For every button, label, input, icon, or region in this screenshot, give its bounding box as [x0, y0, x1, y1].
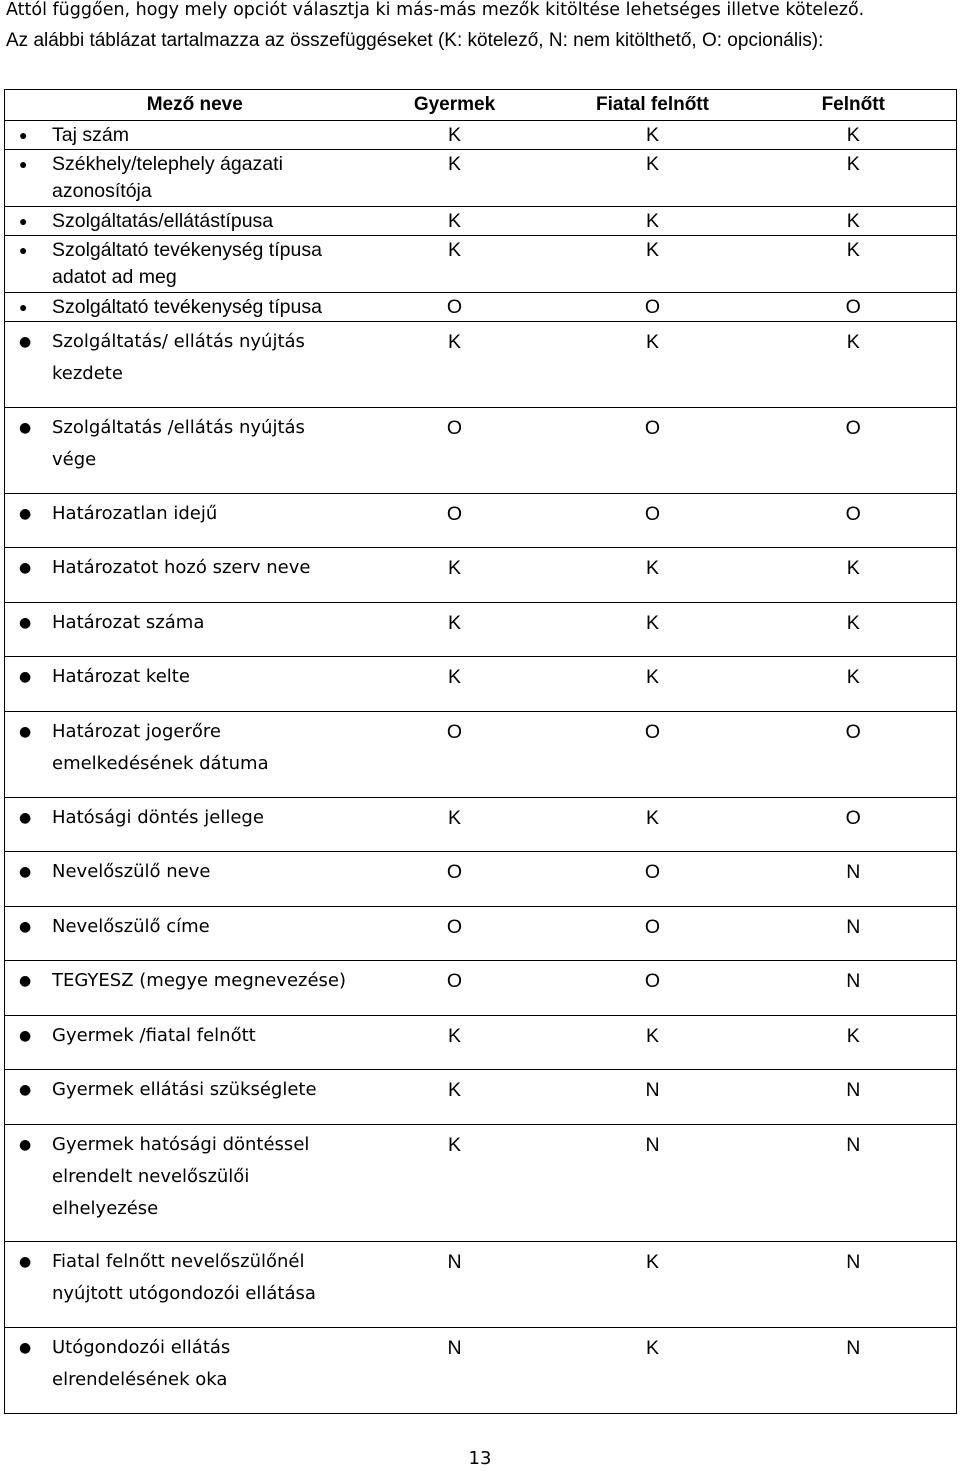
gyermek-cell: N — [355, 1242, 555, 1328]
table-row — [5, 603, 957, 657]
fiatal-cell: K — [555, 322, 751, 408]
bullet-icon: ● — [19, 560, 32, 576]
fiatal-cell: K — [555, 1242, 751, 1328]
felnott-cell: N — [751, 1328, 957, 1414]
header-fiatal-felnott: Fiatal felnőtt — [555, 90, 751, 121]
fiatal-cell: K — [555, 236, 751, 293]
felnott-cell: O — [751, 408, 957, 494]
gyermek-cell: K — [355, 207, 555, 236]
fiatal-cell: N — [555, 1125, 751, 1242]
bullet-icon: ● — [19, 919, 32, 935]
table-row — [5, 1125, 957, 1242]
fiatal-cell: O — [555, 852, 751, 907]
felnott-cell: K — [751, 548, 957, 603]
fiatal-cell: O — [555, 907, 751, 961]
bullet-icon: ● — [19, 810, 32, 826]
gyermek-cell: K — [355, 1070, 555, 1125]
bullet-icon: ● — [19, 334, 32, 350]
gyermek-cell: K — [355, 798, 555, 852]
field-name-cell: ● Határozat kelte — [5, 657, 355, 712]
table-row — [5, 293, 957, 322]
bullet-icon: ● — [19, 299, 28, 315]
gyermek-cell: K — [355, 1125, 555, 1242]
fiatal-cell: K — [555, 150, 751, 207]
table-row — [5, 852, 957, 907]
field-name-cell: ● TEGYESZ (megye megnevezése) — [5, 961, 355, 1016]
field-name-cell: ● Székhely/telephely ágazati azonosítója — [5, 150, 355, 207]
table-row — [5, 1242, 957, 1328]
felnott-cell: K — [751, 150, 957, 207]
table-row — [5, 1328, 957, 1414]
felnott-cell: O — [751, 712, 957, 798]
felnott-cell: N — [751, 1125, 957, 1242]
field-requirements-table — [4, 89, 957, 1414]
bullet-icon: ● — [19, 127, 28, 143]
gyermek-cell: O — [355, 408, 555, 494]
field-name-cell: ● Szolgáltató tevékenység típusa — [5, 293, 355, 322]
gyermek-cell: K — [355, 603, 555, 657]
bullet-icon: ● — [19, 242, 28, 258]
field-name-cell: ● Gyermek ellátási szükséglete — [5, 1070, 355, 1125]
felnott-cell: K — [751, 236, 957, 293]
header-field-name: Mező neve — [5, 90, 355, 121]
gyermek-cell: O — [355, 293, 555, 322]
field-name-cell: ● Határozatlan idejű — [5, 494, 355, 548]
field-name-cell: ● Gyermek /fiatal felnőtt — [5, 1016, 355, 1070]
gyermek-cell: O — [355, 907, 555, 961]
bullet-icon: ● — [19, 973, 32, 989]
gyermek-cell: K — [355, 657, 555, 712]
fiatal-cell: K — [555, 1328, 751, 1414]
gyermek-cell: K — [355, 236, 555, 293]
felnott-cell: N — [751, 1242, 957, 1328]
table-header-row — [5, 90, 957, 121]
table-row — [5, 150, 957, 207]
fiatal-cell: K — [555, 121, 751, 150]
bullet-icon: ● — [19, 1340, 32, 1356]
felnott-cell: O — [751, 494, 957, 548]
felnott-cell: K — [751, 657, 957, 712]
table-row — [5, 121, 957, 150]
felnott-cell: N — [751, 852, 957, 907]
table-row — [5, 322, 957, 408]
gyermek-cell: K — [355, 121, 555, 150]
fiatal-cell: O — [555, 408, 751, 494]
field-name-cell: ● Gyermek hatósági döntéssel elrendelt nevelőszülői elhelyezése — [5, 1125, 355, 1242]
fiatal-cell: O — [555, 712, 751, 798]
table-row — [5, 236, 957, 293]
field-name-cell: ● Szolgáltatás/ ellátás nyújtás kezdete — [5, 322, 355, 408]
bullet-icon: ● — [19, 1082, 32, 1098]
felnott-cell: K — [751, 121, 957, 150]
table-row — [5, 961, 957, 1016]
field-name-cell: ● Nevelőszülő címe — [5, 907, 355, 961]
gyermek-cell: N — [355, 1328, 555, 1414]
bullet-icon: ● — [19, 506, 32, 522]
gyermek-cell: O — [355, 712, 555, 798]
felnott-cell: O — [751, 293, 957, 322]
bullet-icon: ● — [19, 669, 32, 685]
header-gyermek: Gyermek — [355, 90, 555, 121]
gyermek-cell: O — [355, 961, 555, 1016]
field-name-cell: ● Nevelőszülő neve — [5, 852, 355, 907]
fiatal-cell: K — [555, 207, 751, 236]
table-row — [5, 408, 957, 494]
fiatal-cell: K — [555, 657, 751, 712]
fiatal-cell: K — [555, 548, 751, 603]
header-felnott: Felnőtt — [751, 90, 957, 121]
field-name-cell: ● Utógondozói ellátás elrendelésének oka — [5, 1328, 355, 1414]
felnott-cell: K — [751, 322, 957, 408]
gyermek-cell: K — [355, 322, 555, 408]
fiatal-cell: O — [555, 293, 751, 322]
table-row — [5, 657, 957, 712]
field-name-cell: ● Szolgáltató tevékenység típusa adatot ad meg — [5, 236, 355, 293]
field-name-cell: ● Taj szám — [5, 121, 355, 150]
bullet-icon: ● — [19, 864, 32, 880]
field-name-cell: ● Fiatal felnőtt nevelőszülőnél nyújtott utógondozói ellátása — [5, 1242, 355, 1328]
intro-line-1: Attól függően, hogy mely opciót választja ki más-más mezők kitöltése lehetséges illetve kötelező. — [6, 0, 865, 20]
bullet-icon: ● — [19, 1254, 32, 1270]
gyermek-cell: K — [355, 150, 555, 207]
table-row — [5, 907, 957, 961]
table-row — [5, 798, 957, 852]
gyermek-cell: O — [355, 852, 555, 907]
table-row — [5, 1016, 957, 1070]
table-row — [5, 494, 957, 548]
bullet-icon: ● — [19, 724, 32, 740]
table-row — [5, 1070, 957, 1125]
page-number: 13 — [468, 1448, 492, 1469]
felnott-cell: K — [751, 603, 957, 657]
felnott-cell: K — [751, 1016, 957, 1070]
field-name-cell: ● Szolgáltatás/ellátástípusa — [5, 207, 355, 236]
felnott-cell: N — [751, 961, 957, 1016]
fiatal-cell: K — [555, 798, 751, 852]
felnott-cell: N — [751, 1070, 957, 1125]
table-row — [5, 548, 957, 603]
bullet-icon: ● — [19, 156, 28, 172]
bullet-icon: ● — [19, 1137, 32, 1153]
fiatal-cell: K — [555, 603, 751, 657]
bullet-icon: ● — [19, 1028, 32, 1044]
gyermek-cell: K — [355, 548, 555, 603]
gyermek-cell: O — [355, 494, 555, 548]
fiatal-cell: O — [555, 494, 751, 548]
felnott-cell: K — [751, 207, 957, 236]
bullet-icon: ● — [19, 615, 32, 631]
felnott-cell: N — [751, 907, 957, 961]
felnott-cell: O — [751, 798, 957, 852]
field-name-cell: ● Szolgáltatás /ellátás nyújtás vége — [5, 408, 355, 494]
field-name-cell: ● Határozatot hozó szerv neve — [5, 548, 355, 603]
fiatal-cell: O — [555, 961, 751, 1016]
table-row — [5, 207, 957, 236]
intro-line-2: Az alábbi táblázat tartalmazza az összefüggéseket (K: kötelező, N: nem kitölthető, O: opcionális): — [6, 30, 824, 51]
fiatal-cell: K — [555, 1016, 751, 1070]
field-name-cell: ● Hatósági döntés jellege — [5, 798, 355, 852]
table-row — [5, 712, 957, 798]
fiatal-cell: N — [555, 1070, 751, 1125]
bullet-icon: ● — [19, 420, 32, 436]
gyermek-cell: K — [355, 1016, 555, 1070]
field-name-cell: ● Határozat száma — [5, 603, 355, 657]
bullet-icon: ● — [19, 213, 28, 229]
field-name-cell: ● Határozat jogerőre emelkedésének dátuma — [5, 712, 355, 798]
